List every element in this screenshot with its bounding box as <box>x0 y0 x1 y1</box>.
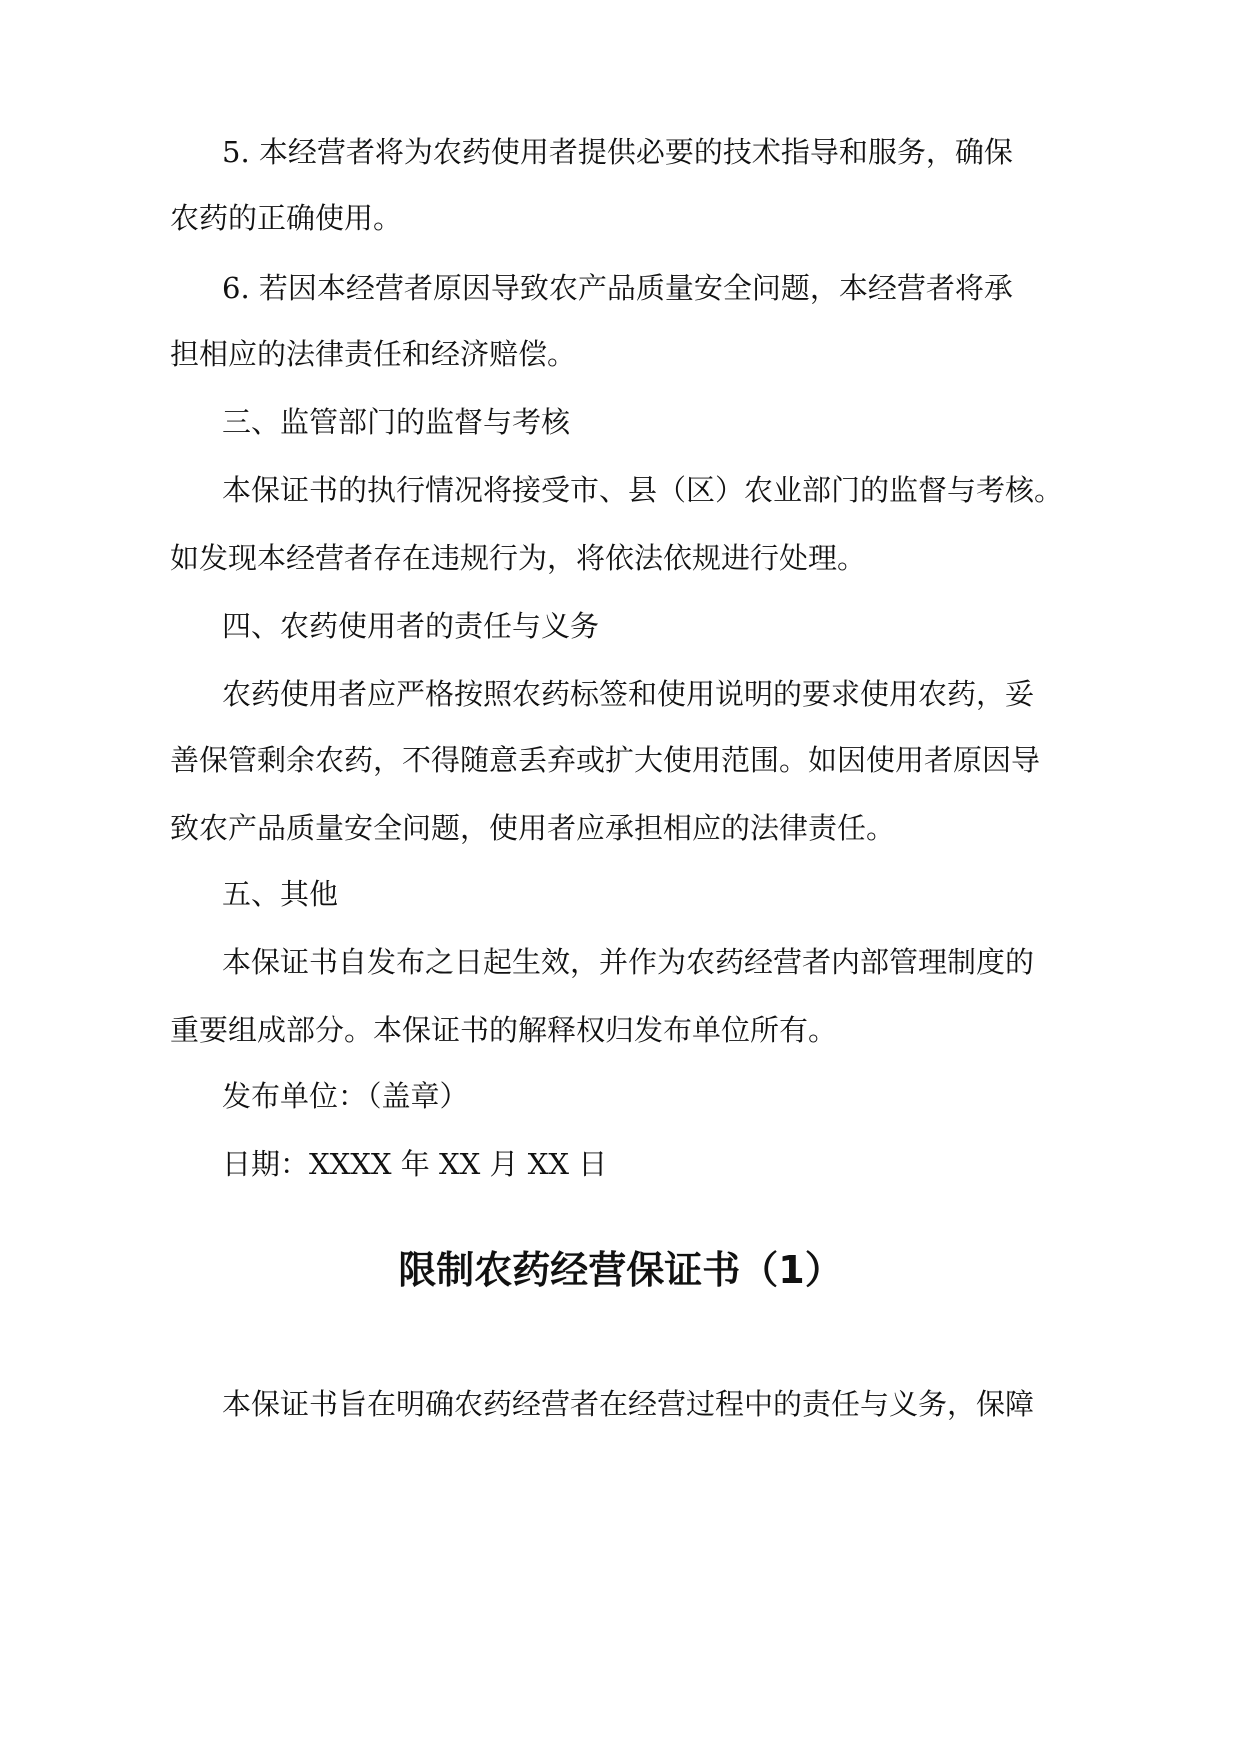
issuer-stamp-line: 发布单位：（盖章） <box>222 1079 469 1113</box>
item-6-line-2: 担相应的法律责任和经济赔偿。 <box>170 337 577 371</box>
section-4-line-3: 致农产品质量安全问题，使用者应承担相应的法律责任。 <box>170 811 896 845</box>
section-5-heading: 五、其他 <box>222 877 339 911</box>
item-5-line-2: 农药的正确使用。 <box>170 201 403 235</box>
section-5-line-2: 重要组成部分。本保证书的解释权归发布单位所有。 <box>170 1013 838 1047</box>
section-4-line-1: 农药使用者应严格按照农药标签和使用说明的要求使用农药，妥 <box>222 677 1035 711</box>
section-5-line-1: 本保证书自发布之日起生效，并作为农药经营者内部管理制度的 <box>222 945 1035 979</box>
next-document-intro-line-1: 本保证书旨在明确农药经营者在经营过程中的责任与义务，保障 <box>222 1387 1035 1421</box>
item-5-line-1: 5. 本经营者将为农药使用者提供必要的技术指导和服务，确保 <box>222 135 1013 169</box>
section-4-line-2: 善保管剩余农药，不得随意丢弃或扩大使用范围。如因使用者原因导 <box>170 743 1041 777</box>
item-6-line-1: 6. 若因本经营者原因导致农产品质量安全问题，本经营者将承 <box>222 271 1013 305</box>
section-3-line-2: 如发现本经营者存在违规行为，将依法依规进行处理。 <box>170 541 867 575</box>
section-3-line-1: 本保证书的执行情况将接受市、县（区）农业部门的监督与考核。 <box>222 473 1064 507</box>
date-line: 日期：XXXX 年 XX 月 XX 日 <box>222 1147 608 1181</box>
section-3-heading: 三、监管部门的监督与考核 <box>222 405 571 439</box>
next-document-title: 限制农药经营保证书（1） <box>398 1248 843 1292</box>
section-4-heading: 四、农药使用者的责任与义务 <box>222 609 600 643</box>
